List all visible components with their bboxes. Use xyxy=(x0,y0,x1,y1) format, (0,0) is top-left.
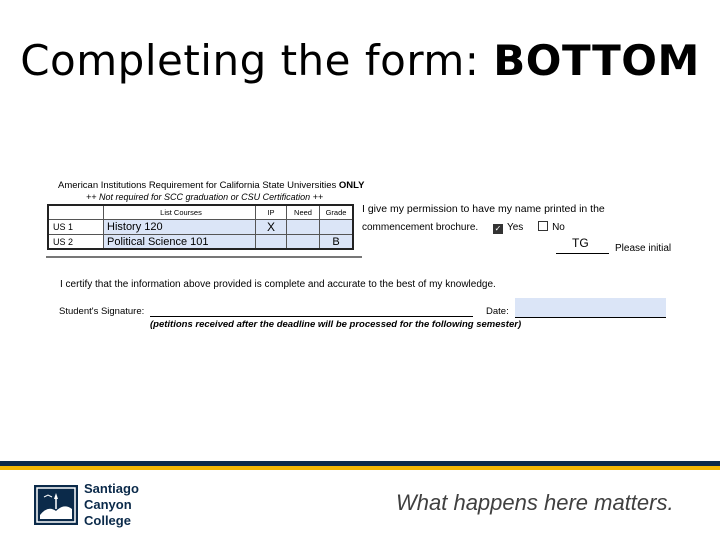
need-field[interactable] xyxy=(287,220,320,235)
logo-graphic xyxy=(34,485,78,525)
ip-field[interactable] xyxy=(256,235,287,250)
certify-text: I certify that the information above provided is complete and accurate to the best of my knowledge. xyxy=(60,279,496,290)
signature-field[interactable] xyxy=(150,316,473,317)
table-header xyxy=(48,205,104,220)
row-code: US 1 xyxy=(48,220,104,235)
title-bold-text: BOTTOM xyxy=(493,36,700,85)
permission-text: I give my permission to have my name printed in the xyxy=(362,203,605,215)
form-header-only: ONLY xyxy=(338,180,365,191)
initials-value: TG xyxy=(572,236,589,250)
yes-checkbox[interactable]: ✓ xyxy=(494,224,502,233)
table-row xyxy=(48,220,353,235)
signature-label: Student's Signature: xyxy=(59,306,145,317)
yes-label: Yes xyxy=(506,222,524,233)
permission-options xyxy=(362,221,565,234)
table-header: Need xyxy=(287,205,320,220)
form-header xyxy=(58,180,364,191)
initials-label: Please initial xyxy=(615,243,672,254)
need-field[interactable] xyxy=(287,235,320,250)
petition-note: (petitions received after the deadline will be processed for the following semester) xyxy=(150,319,522,330)
college-name-line: Canyon xyxy=(84,497,132,512)
divider xyxy=(46,256,362,258)
date-label: Date: xyxy=(486,306,509,317)
college-name-line: Santiago xyxy=(84,481,139,496)
american-institutions-table xyxy=(47,204,354,250)
tagline: What happens here matters. xyxy=(396,490,674,515)
grade-field[interactable]: B xyxy=(320,235,354,250)
table-header-row xyxy=(48,205,353,220)
no-label: No xyxy=(552,222,565,233)
college-logo-icon xyxy=(34,485,78,525)
college-name xyxy=(84,481,139,529)
grade-field[interactable] xyxy=(320,220,354,235)
table-row xyxy=(48,235,353,250)
no-checkbox[interactable] xyxy=(538,221,548,231)
row-code: US 2 xyxy=(48,235,104,250)
title-text: Completing the form: xyxy=(20,36,494,85)
form-header-text: American Institutions Requirement for California State Universities xyxy=(58,180,337,191)
table-header: IP xyxy=(256,205,287,220)
form-subheader: ++ Not required for SCC graduation or CSU Certification ++ xyxy=(86,192,324,202)
course-field[interactable]: History 120 xyxy=(104,220,256,235)
footer-bar-gold xyxy=(0,466,720,470)
date-field[interactable] xyxy=(515,298,666,318)
college-name-line: College xyxy=(84,513,131,528)
table-header: List Courses xyxy=(104,205,256,220)
course-field[interactable]: Political Science 101 xyxy=(104,235,256,250)
permission-text-2: commencement brochure. xyxy=(362,222,479,233)
ip-field[interactable]: X xyxy=(256,220,287,235)
table-header: Grade xyxy=(320,205,354,220)
